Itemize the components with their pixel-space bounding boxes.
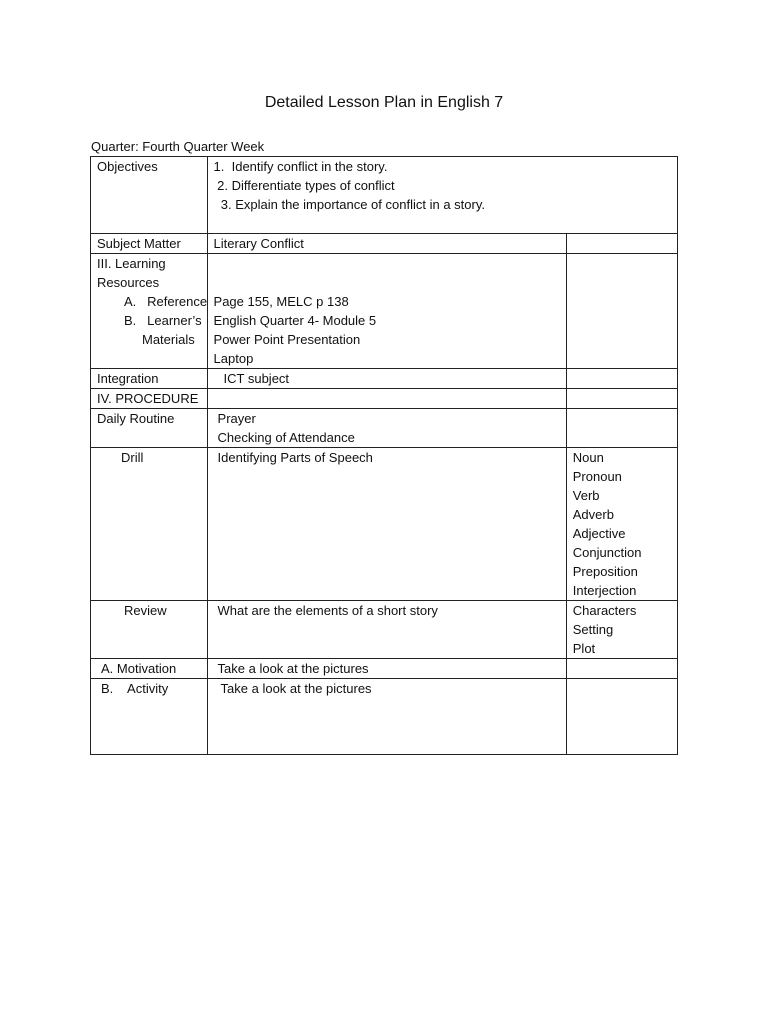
- motivation-row: [91, 659, 678, 679]
- parts-of-speech-list: [566, 448, 677, 601]
- lesson-plan-table: [90, 156, 678, 755]
- empty-cell: [566, 389, 677, 409]
- activity-text: Activity: [127, 681, 169, 696]
- materials-marker: B.: [124, 313, 137, 328]
- empty-cell: [566, 409, 677, 448]
- story-element-item: Characters: [572, 603, 637, 618]
- learning-resources-heading: III. Learning: [97, 256, 166, 271]
- resource-item: Laptop: [213, 351, 254, 366]
- spacer: [214, 273, 560, 292]
- resource-item: Page 155, MELC p 138: [213, 294, 349, 309]
- subject-matter-label: Subject Matter: [91, 234, 208, 254]
- empty-cell: [566, 234, 677, 254]
- materials-label-cont: Materials: [142, 332, 195, 347]
- review-row: [91, 601, 678, 659]
- objective-item: 1. Identify conflict in the story.: [213, 159, 388, 174]
- motivation-label: [91, 659, 208, 679]
- reference-label: [97, 292, 208, 311]
- motivation-marker: A.: [101, 661, 114, 676]
- part-of-speech-item: Preposition: [572, 564, 638, 579]
- objectives-row: [91, 157, 678, 234]
- part-of-speech-item: Interjection: [572, 583, 637, 598]
- integration-row: [91, 369, 678, 389]
- procedure-label: IV. PROCEDURE: [91, 389, 208, 409]
- part-of-speech-item: Noun: [572, 450, 604, 465]
- objectives-list: [207, 157, 677, 234]
- drill-value: Identifying Parts of Speech: [207, 448, 566, 601]
- routine-item: Checking of Attendance: [217, 430, 355, 445]
- learning-resources-values: [207, 254, 566, 369]
- resource-item: English Quarter 4- Module 5: [213, 313, 377, 328]
- activity-row: [91, 679, 678, 755]
- reference-marker: A.: [124, 294, 137, 309]
- story-elements-list: [566, 601, 677, 659]
- review-label: Review: [91, 601, 208, 659]
- empty-cell: [566, 659, 677, 679]
- objective-item: 2. Differentiate types of conflict: [213, 178, 395, 193]
- integration-value: ICT subject: [207, 369, 566, 389]
- empty-cell: [566, 679, 677, 755]
- subject-matter-row: [91, 234, 678, 254]
- materials-label: [97, 311, 201, 330]
- story-element-item: Setting: [572, 622, 614, 637]
- resource-item: Power Point Presentation: [213, 332, 361, 347]
- motivation-text: Motivation: [116, 661, 177, 676]
- objective-item: 3. Explain the importance of conflict in a story.: [213, 197, 485, 212]
- part-of-speech-item: Adverb: [572, 507, 614, 522]
- motivation-value: Take a look at the pictures: [207, 659, 566, 679]
- reference-text: Reference: [147, 294, 208, 309]
- activity-marker: B.: [101, 681, 114, 696]
- daily-routine-values: [207, 409, 566, 448]
- quarter-line: Quarter: Fourth Quarter Week: [91, 139, 265, 154]
- materials-text: Learner’s: [147, 313, 202, 328]
- objectives-label: Objectives: [91, 157, 208, 234]
- integration-label: Integration: [91, 369, 208, 389]
- part-of-speech-item: Verb: [572, 488, 600, 503]
- review-value: What are the elements of a short story: [207, 601, 566, 659]
- daily-routine-row: [91, 409, 678, 448]
- part-of-speech-item: Adjective: [572, 526, 626, 541]
- learning-resources-row: [91, 254, 678, 369]
- empty-cell: [566, 369, 677, 389]
- procedure-row: [91, 389, 678, 409]
- drill-label: Drill: [91, 448, 208, 601]
- empty-cell: [566, 254, 677, 369]
- part-of-speech-item: Pronoun: [572, 469, 622, 484]
- activity-value: Take a look at the pictures: [207, 679, 566, 755]
- learning-resources-heading: Resources: [97, 275, 160, 290]
- drill-row: [91, 448, 678, 601]
- document-title: Detailed Lesson Plan in English 7: [264, 94, 504, 111]
- routine-item: Prayer: [217, 411, 256, 426]
- activity-label: [91, 679, 208, 755]
- daily-routine-label: Daily Routine: [91, 409, 208, 448]
- subject-matter-value: Literary Conflict: [207, 234, 566, 254]
- story-element-item: Plot: [572, 641, 596, 656]
- spacer: [214, 254, 560, 273]
- learning-resources-label: [91, 254, 208, 369]
- part-of-speech-item: Conjunction: [572, 545, 642, 560]
- empty-cell: [207, 389, 566, 409]
